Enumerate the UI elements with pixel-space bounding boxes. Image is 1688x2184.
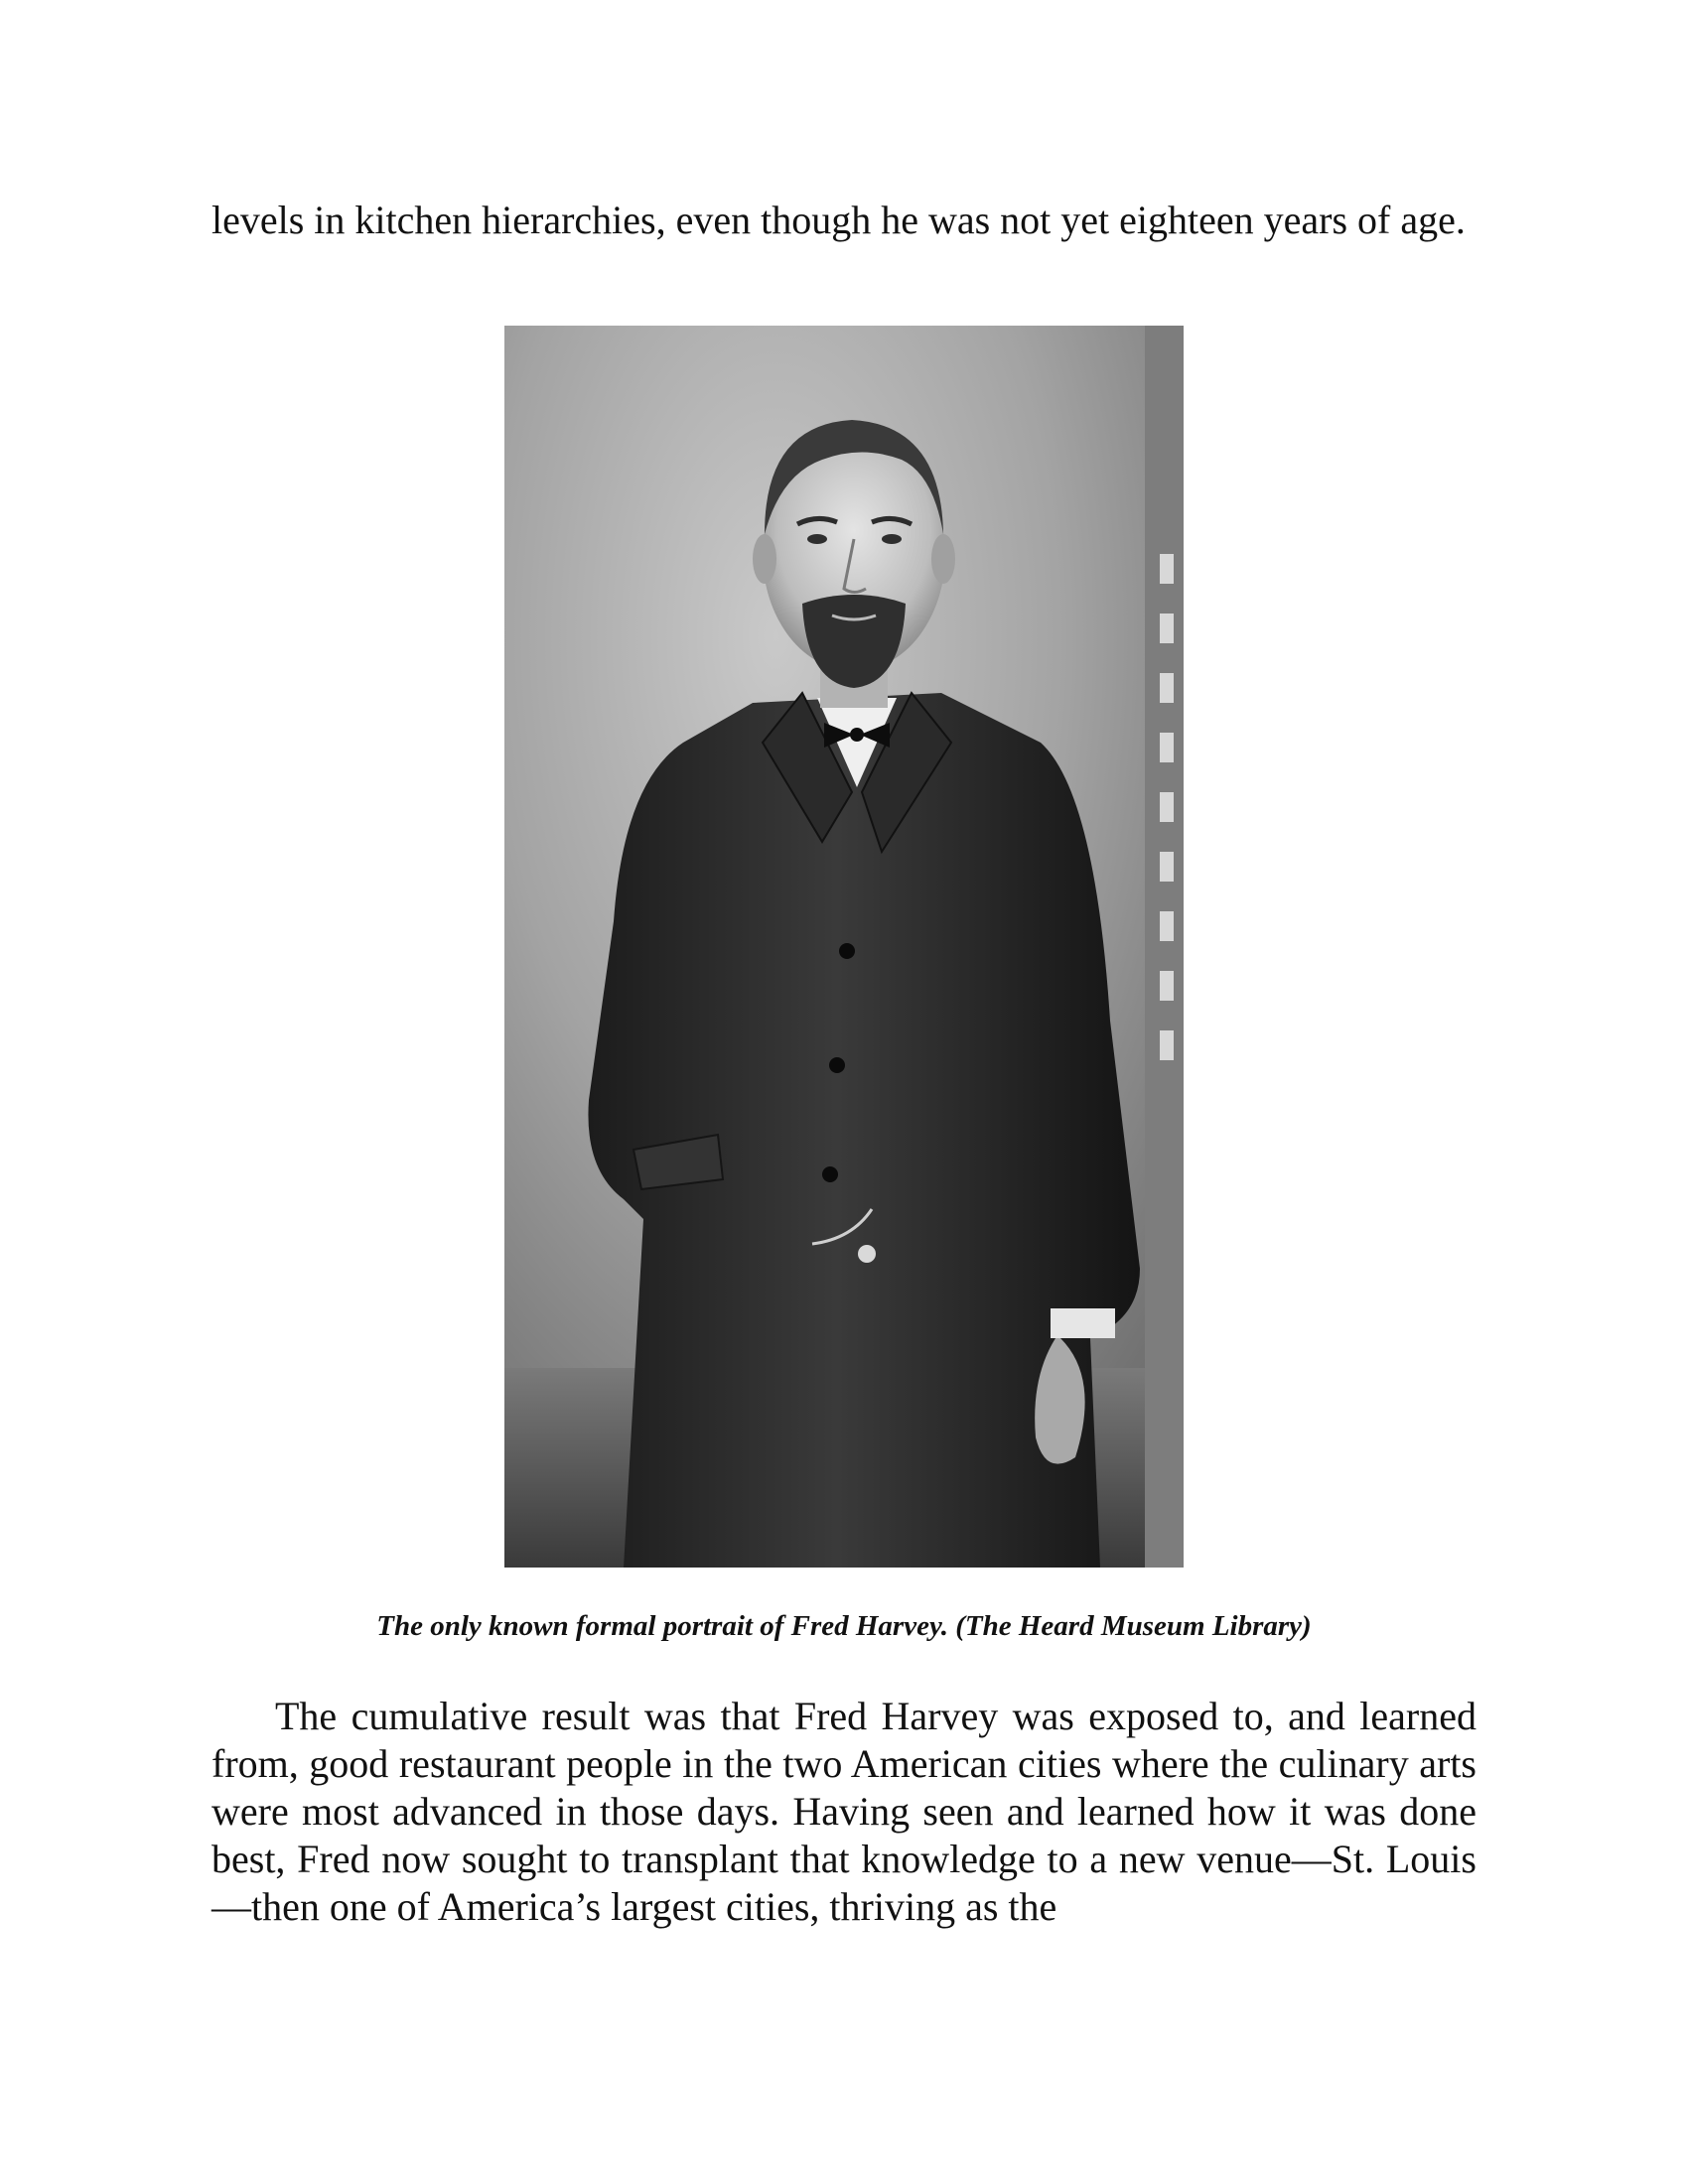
paragraph-top: levels in kitchen hierarchies, even though he was not yet eighteen years of age.: [211, 198, 1466, 242]
portrait-photo: [504, 326, 1184, 1568]
figure-caption: The only known formal portrait of Fred Harvey. (The Heard Museum Library): [376, 1610, 1312, 1642]
paragraph-bottom: The cumulative result was that Fred Harvey was exposed to, and learned from, good restaurant people in the two American cities where the culinary arts were most advanced in those days. Having seen and learned how it was done best, Fred now sought to transplant that knowledge to a new venue—St. Louis—then one of America’s largest cities, thriving as the: [211, 1694, 1477, 1929]
portrait-figure: [504, 326, 1184, 1568]
